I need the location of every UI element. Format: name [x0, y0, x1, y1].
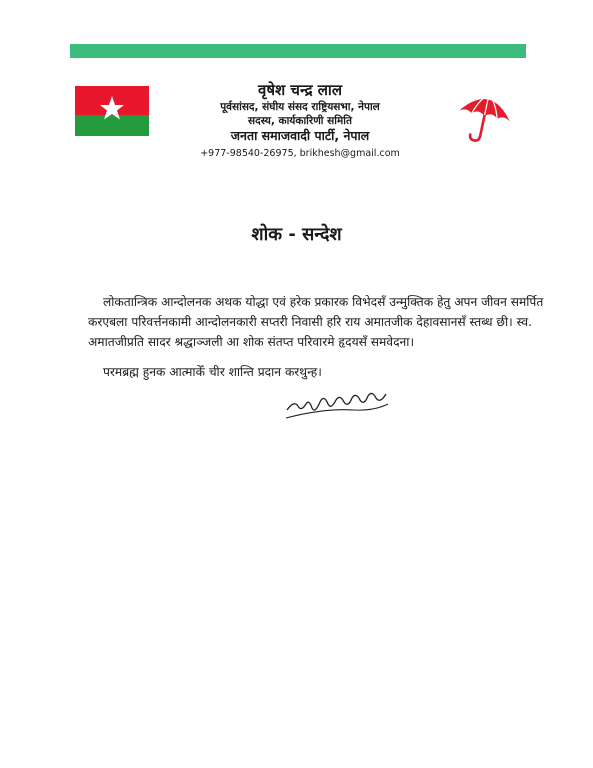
condolence-paragraph: लोकतान्त्रिक आन्दोलनक अथक योद्धा एवं हरेक प्रकारक विभेदसँ उन्मुक्तिक हेतु अपन जीवन समर्पित करएबला परिवर्त्तनकामी आन्दोलनकारी सप्तरी निवासी हरि राय अमातजीक देहावसानसँ स्तब्ध छी। स्व. अमातजीप्रति सादर श्रद्धाञ्जली आ शोक संतप्त परिवारमे हृदयसँ समवेदना।: [88, 295, 544, 349]
contact-info: +977-98540-26975, brikhesh@gmail.com: [200, 148, 400, 159]
letterhead: [180, 80, 420, 162]
party-flag-icon: [75, 86, 149, 136]
sender-membership: सदस्य, कार्यकारिणी समिति: [248, 115, 352, 127]
party-name: जनता समाजवादी पार्टी, नेपाल: [230, 128, 370, 143]
page-title: शोक - सन्देश: [251, 224, 342, 245]
umbrella-icon: [452, 90, 516, 150]
sender-name: वृषेश चन्द्र लाल: [257, 81, 342, 99]
message-body: [88, 292, 558, 382]
header-color-bar: [70, 44, 526, 58]
sender-designation: पूर्वसांसद, संघीय संसद राष्ट्रियसभा, नेपाल: [220, 101, 380, 113]
signature-image: [284, 386, 394, 426]
prayer-paragraph: परमब्रह्म हुनक आत्माकेँ चीर शान्ति प्रदान करथुन्ह।: [103, 365, 322, 379]
